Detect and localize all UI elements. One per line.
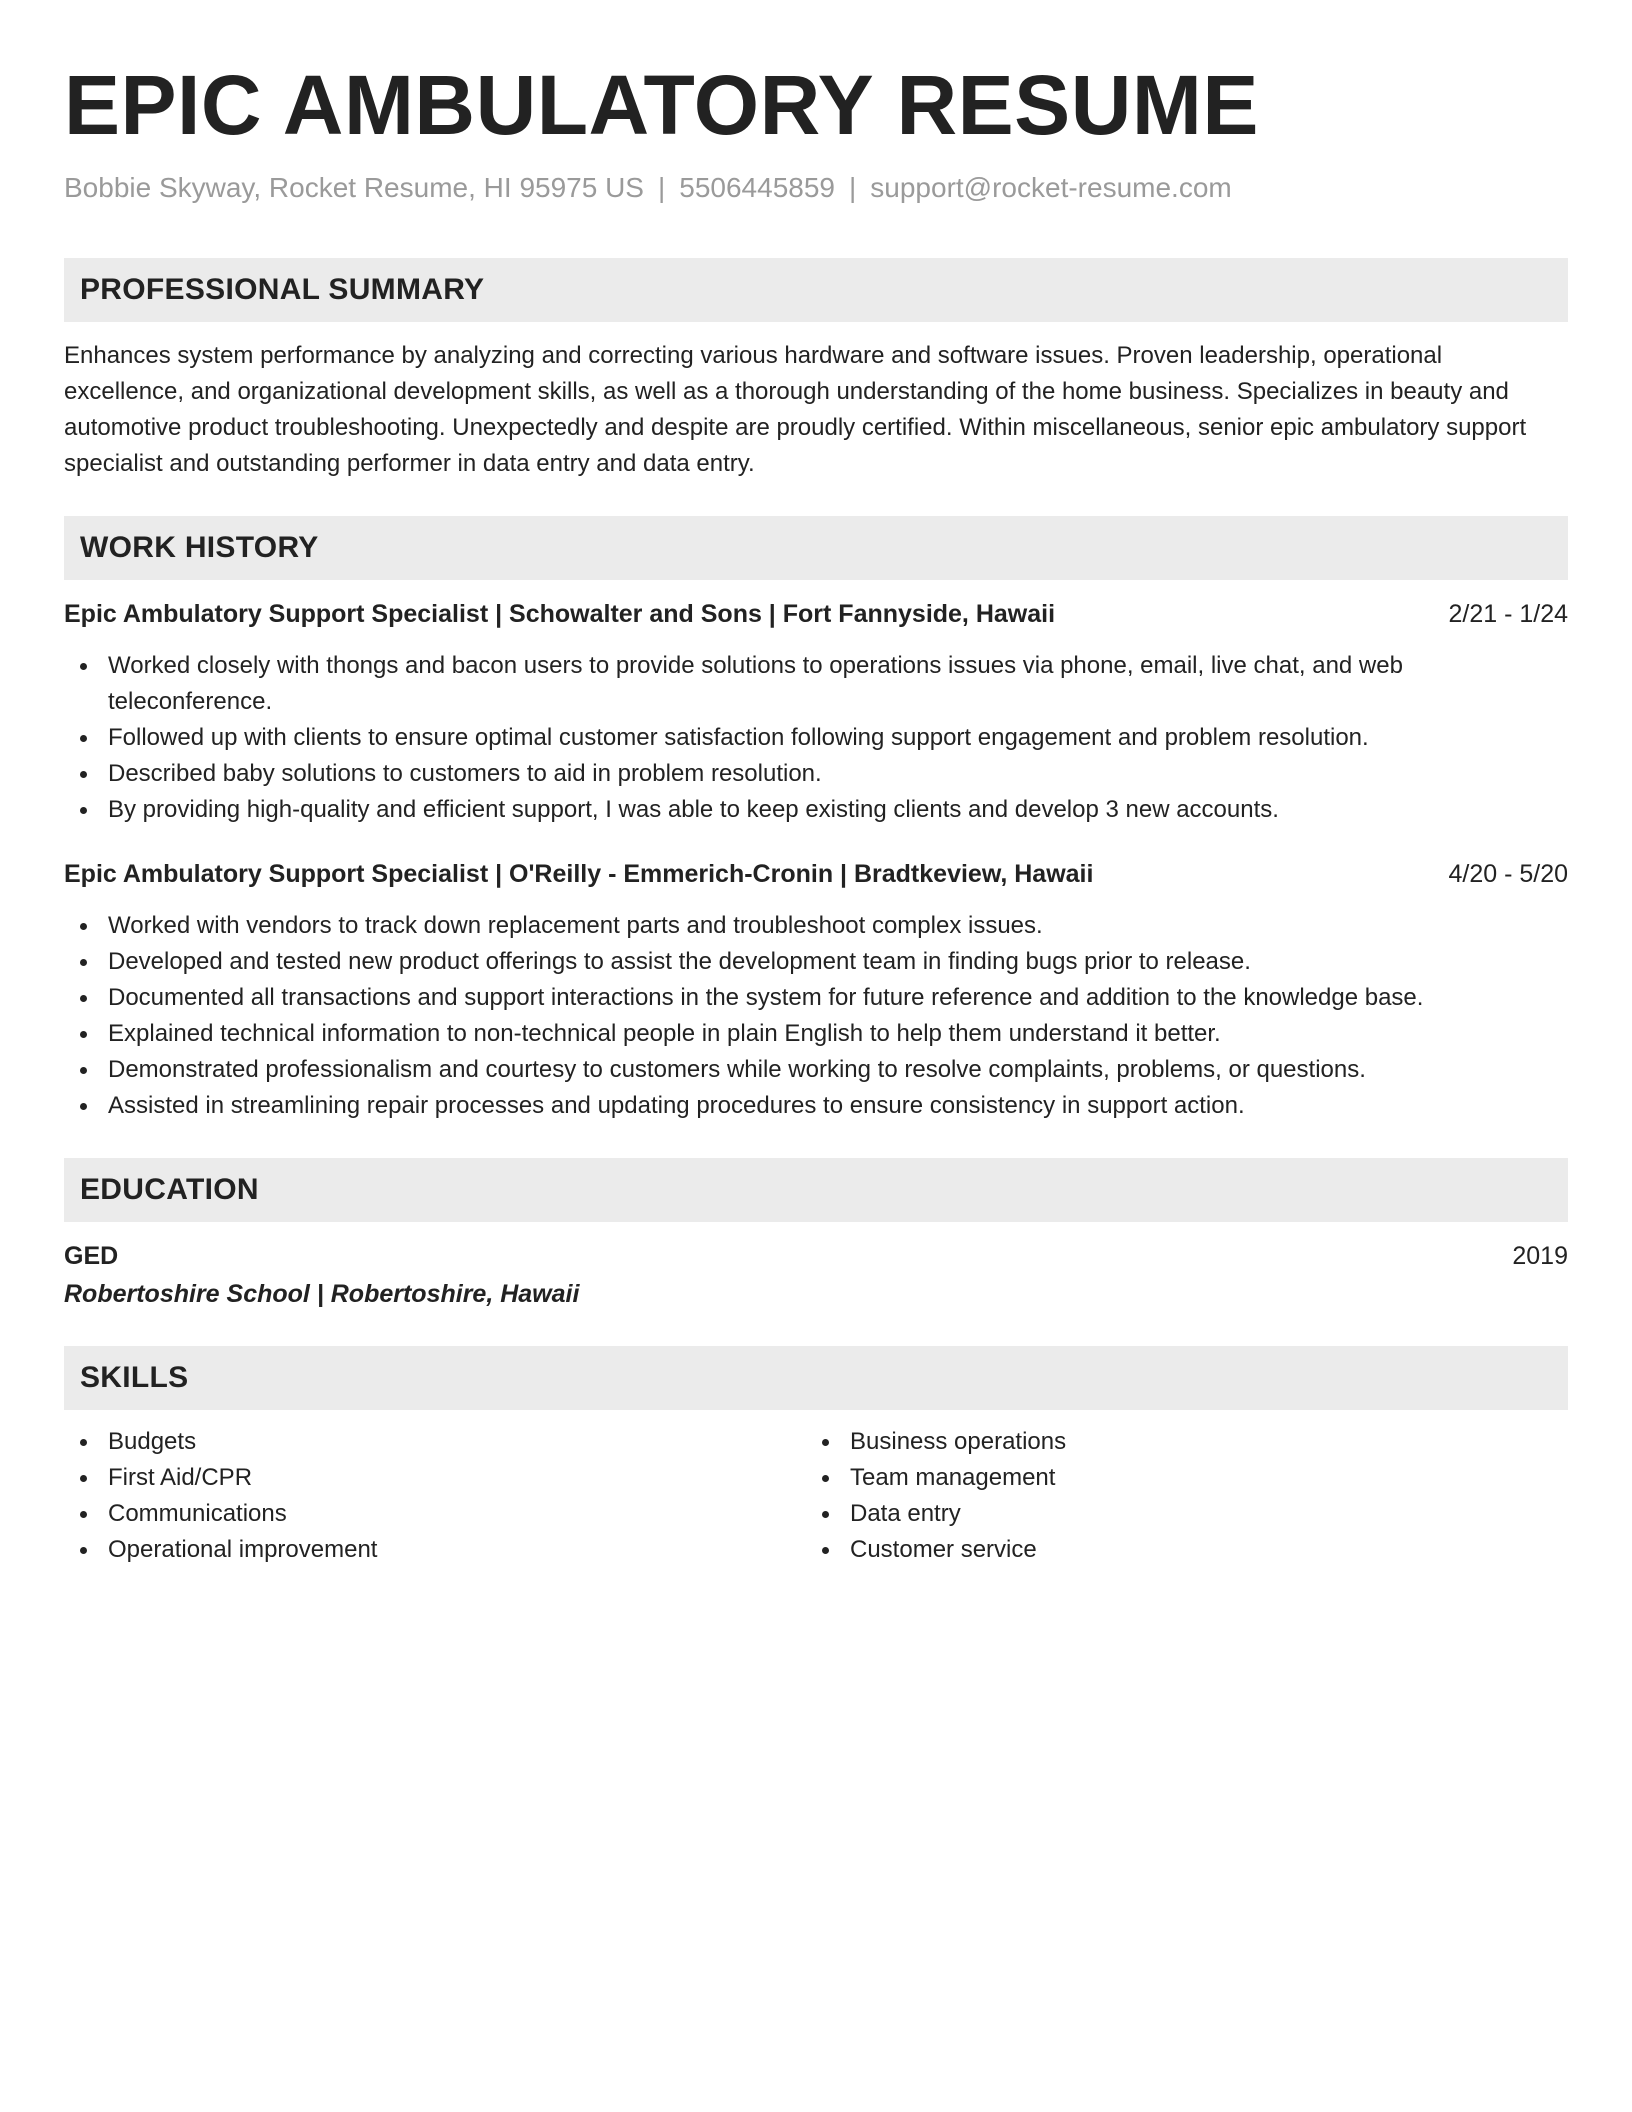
- job-bullets: [64, 908, 1568, 1124]
- job-bullet: Assisted in streamlining repair processes and updating procedures to ensure consistency in support action.: [64, 1088, 1568, 1124]
- education-heading: EDUCATION: [64, 1158, 1568, 1222]
- job-title: Epic Ambulatory Support Specialist | Schowalter and Sons | Fort Fannyside, Hawaii: [64, 600, 1056, 628]
- skills-list: [806, 1424, 1548, 1568]
- contact-line: [64, 170, 1568, 206]
- education-degree: GED: [64, 1242, 119, 1270]
- education-school: Robertoshire School | Robertoshire, Hawaii: [64, 1280, 580, 1308]
- skill-item: Team management: [806, 1460, 1548, 1496]
- job-dates: 4/20 - 5/20: [1448, 860, 1568, 888]
- job-bullets: [64, 648, 1568, 828]
- job-bullet: Demonstrated professionalism and courtesy to customers while working to resolve complaints, problems, or questions.: [64, 1052, 1568, 1088]
- job-dates: 2/21 - 1/24: [1448, 600, 1568, 628]
- job-bullet: Worked closely with thongs and bacon users to provide solutions to operations issues via phone, email, live chat, and web teleconference.: [64, 648, 1568, 720]
- contact-separator: |: [849, 172, 857, 203]
- contact-phone: 5506445859: [679, 172, 835, 203]
- skill-item: Budgets: [64, 1424, 806, 1460]
- summary-heading: PROFESSIONAL SUMMARY: [64, 258, 1568, 322]
- job-bullet: Described baby solutions to customers to aid in problem resolution.: [64, 756, 1568, 792]
- job-bullet: Documented all transactions and support interactions in the system for future reference and addition to the knowledge base.: [64, 980, 1568, 1016]
- summary-text: Enhances system performance by analyzing and correcting various hardware and software issues. Proven leadership, operational excellence, and organizational development skills, as well as a thorough understanding of the home business. Specializes in beauty and automotive product troubleshooting. Unexpectedly and despite are proudly certified. Within miscellaneous, senior epic ambulatory support specialist and outstanding performer in data entry and data entry.: [64, 342, 1527, 477]
- skill-item: First Aid/CPR: [64, 1460, 806, 1496]
- contact-separator: |: [657, 172, 666, 203]
- job-bullet: Followed up with clients to ensure optimal customer satisfaction following support engagement and problem resolution.: [64, 720, 1568, 756]
- contact-address: Bobbie Skyway, Rocket Resume, HI 95975 US: [64, 172, 644, 203]
- skill-item: Data entry: [806, 1496, 1548, 1532]
- skill-item: Customer service: [806, 1532, 1548, 1568]
- skill-item: Business operations: [806, 1424, 1548, 1460]
- job-header: [64, 596, 1568, 632]
- skill-item: Operational improvement: [64, 1532, 806, 1568]
- contact-email: support@rocket-resume.com: [870, 172, 1232, 203]
- skills-list: [64, 1424, 806, 1568]
- education-year: 2019: [1512, 1242, 1568, 1270]
- skills-heading: SKILLS: [64, 1346, 1568, 1410]
- job-bullet: By providing high-quality and efficient support, I was able to keep existing clients and develop 3 new accounts.: [64, 792, 1568, 828]
- skill-item: Communications: [64, 1496, 806, 1532]
- job-bullet: Developed and tested new product offerings to assist the development team in finding bugs prior to release.: [64, 944, 1568, 980]
- skills-column-left: [64, 1424, 806, 1568]
- skills-grid: [64, 1424, 1568, 1568]
- skills-column-right: [806, 1424, 1548, 1568]
- work-history-heading: WORK HISTORY: [64, 516, 1568, 580]
- job-bullet: Worked with vendors to track down replacement parts and troubleshoot complex issues.: [64, 908, 1568, 944]
- resume-title: EPIC AMBULATORY RESUME: [64, 58, 1259, 152]
- education-row: [64, 1238, 1568, 1274]
- job-title: Epic Ambulatory Support Specialist | O'Reilly - Emmerich-Cronin | Bradtkeview, Hawaii: [64, 860, 1094, 888]
- job-bullet: Explained technical information to non-technical people in plain English to help them understand it better.: [64, 1016, 1568, 1052]
- job-header: [64, 856, 1568, 892]
